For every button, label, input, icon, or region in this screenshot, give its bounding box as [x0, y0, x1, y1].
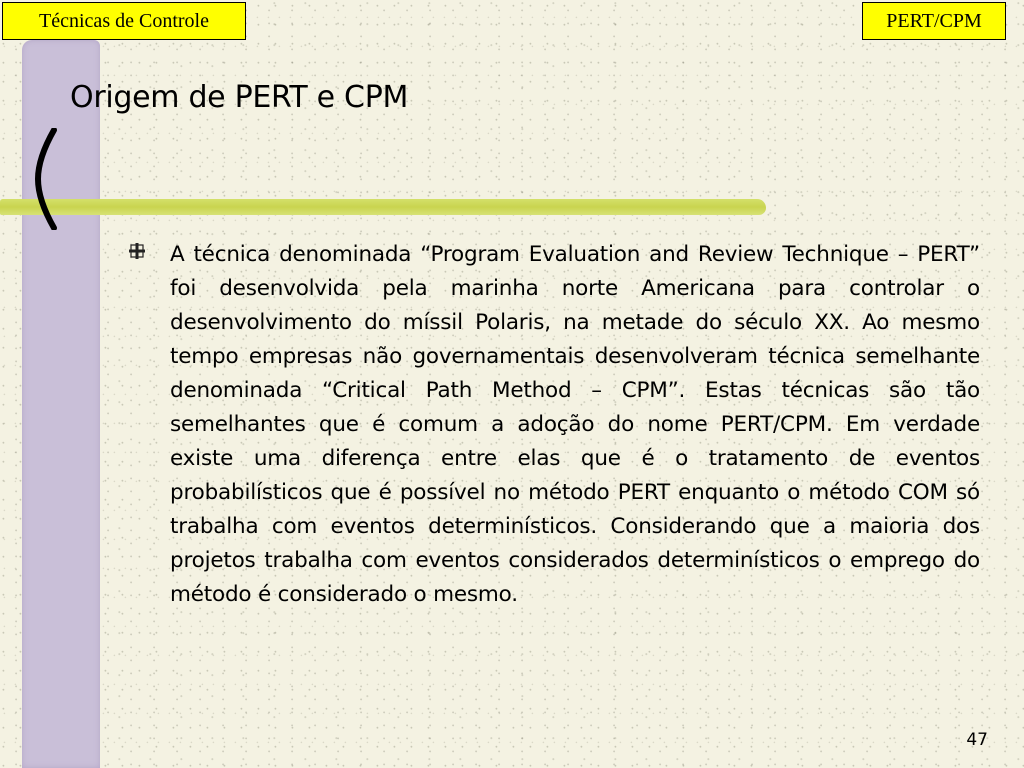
decorative-green-stroke — [0, 199, 766, 215]
page-number: 47 — [966, 730, 988, 750]
body-paragraph: A técnica denominada “Program Evaluation and Review Technique – PERT” foi desenvolvida pela marinha norte Americana para controlar o desenvolvimento do míssil Polaris, na metade do século XX. Ao mesmo tempo empresas não governamentais desenvolveram técnica semelhante denominada “Critical Path Method – CPM”. Estas técnicas são tão semelhantes que é comum a adoção do nome PERT/CPM. Em verdade existe uma diferença entre elas que é o tratamento de eventos probabilísticos que é possível no método PERT enquanto o método COM só trabalha com eventos determinísticos. Considerando que a maioria dos projetos trabalha com eventos considerados determinísticos o emprego do método é considerado o mesmo. — [170, 242, 980, 607]
bracket-decoration-icon — [32, 128, 58, 230]
course-tag — [2, 2, 246, 40]
course-tag-label: Técnicas de Controle — [39, 9, 209, 32]
topic-tag — [862, 2, 1006, 40]
topic-tag-label: PERT/CPM — [886, 9, 982, 32]
cross-bullet-icon — [128, 242, 146, 260]
slide-title: Origem de PERT e CPM — [70, 80, 409, 115]
